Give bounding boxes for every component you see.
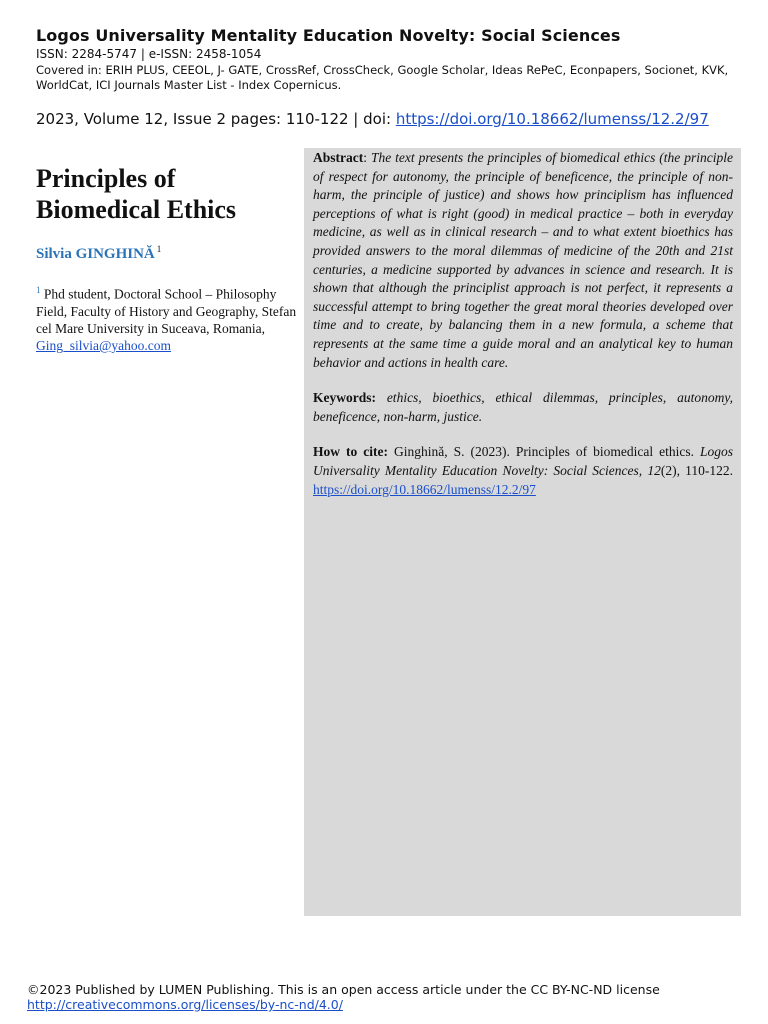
citation-label: How to cite: <box>313 444 388 460</box>
affiliation-text: Phd student, Doctoral School – Philosophy Field, Faculty of History and Geography, Stefan cel Mare University in Suceava, Romania, <box>36 286 297 336</box>
license-link[interactable]: http://creativecommons.org/licenses/by-nc-nd/4.0/ <box>27 997 343 1012</box>
abstract-paragraph <box>313 149 733 372</box>
keywords-text: ethics, bioethics, ethical dilemmas, principles, autonomy, beneficence, non-harm, justice. <box>313 390 733 424</box>
journal-title: Logos Universality Mentality Education Novelty: Social Sciences <box>36 26 621 45</box>
author-text: Silvia GINGHINĂ <box>36 246 155 262</box>
volume-info: 2023, Volume 12, Issue 2 pages: 110-122 | doi: <box>36 110 396 128</box>
keywords-paragraph <box>313 389 733 426</box>
affiliation-footnote-marker: 1 <box>36 285 41 295</box>
coverage-list: Covered in: ERIH PLUS, CEEOL, J- GATE, CrossRef, CrossCheck, Google Scholar, Ideas RePeC, Econpapers, Socionet, KVK, WorldCat, ICI Journals Master List - Index Copernicus. <box>36 63 729 92</box>
citation-doi-link[interactable]: https://doi.org/10.18662/lumenss/12.2/97 <box>313 481 536 497</box>
affiliation <box>36 282 298 354</box>
license-text: ©2023 Published by LUMEN Publishing. This is an open access article under the CC BY-NC-ND license <box>27 982 660 997</box>
issn-line: ISSN: 2284-5747 | e-ISSN: 2458-1054 <box>36 47 262 61</box>
author-name <box>36 244 161 263</box>
abstract-box <box>304 148 741 916</box>
license-footer <box>27 982 660 1012</box>
volume-line <box>36 110 709 128</box>
keywords-label: Keywords: <box>313 390 376 406</box>
author-email-link[interactable]: Ging_silvia@yahoo.com <box>36 338 172 354</box>
abstract-label: Abstract <box>313 150 364 165</box>
abstract-text: The text presents the principles of biomedical ethics (the principle of respect for autonomy, the principle of beneficence, the principle of non-harm, the principle of justice) and shows how principlism has influenced perceptions of what is right (good) in medical practice – both in everyday medicine, as well as in clinical research – and to what extent bioethics has provided answers to the moral dilemmas of medicine of the 20th and 21st centuries, a medicine supported by advances in science and research. It is shown that although the principlist approach is not perfect, it represents a successful attempt to bring together the great moral theories developed over time and to create, by balancing them in a new formula, a scheme that represents at the same time a guide moral and an analytical key to human behavior and actions in health care. <box>313 150 733 370</box>
article-title: Principles of Biomedical Ethics <box>36 164 237 224</box>
abstract-separator: : <box>363 150 371 165</box>
author-footnote-marker: 1 <box>156 244 162 254</box>
citation-text: Ginghină, S. (2023). Principles of biomedical ethics. <box>387 444 700 460</box>
citation-journal: Logos Universality Mentality Education Novelty: Social Sciences, 12 <box>313 444 733 478</box>
header-doi-link[interactable]: https://doi.org/10.18662/lumenss/12.2/97 <box>395 110 709 128</box>
abstract-box-content <box>313 149 733 499</box>
citation-issue: (2), 110-122. <box>660 462 733 478</box>
citation-paragraph <box>313 443 733 499</box>
